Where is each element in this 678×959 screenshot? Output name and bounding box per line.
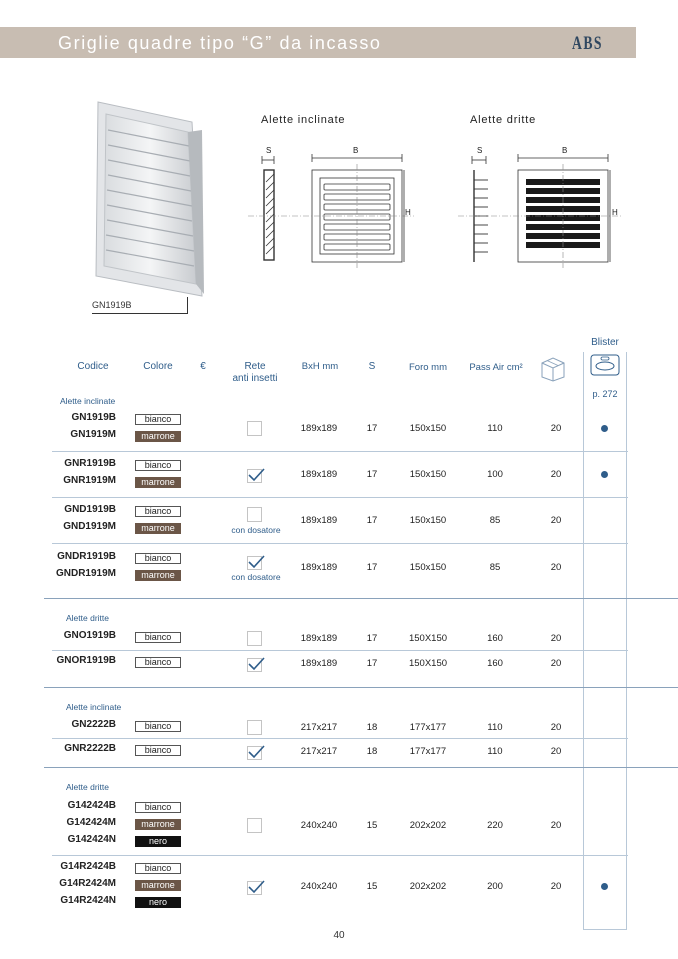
diagram-title-dritte: Alette dritte — [470, 114, 537, 126]
color-badge-bianco: bianco — [135, 721, 181, 732]
value-foro: 177x177 — [409, 745, 447, 757]
header-rete: Rete anti insetti — [232, 361, 278, 384]
box-quantity-icon — [538, 354, 568, 382]
value-s: 17 — [366, 562, 378, 573]
product-code: GNDR1919M — [55, 568, 116, 579]
value-qty: 20 — [550, 721, 562, 733]
value-qty: 20 — [550, 880, 562, 892]
product-code: GNDR1919B — [57, 551, 116, 562]
value-qty: 20 — [550, 562, 562, 573]
dim-s-label: S — [477, 146, 483, 155]
header-pass-air: Pass Air cm² — [469, 362, 523, 373]
product-code: GNR2222B — [64, 743, 116, 754]
dim-b-label: B — [562, 146, 568, 155]
diagram-inclinate — [246, 152, 416, 272]
value-pass: 160 — [487, 657, 503, 669]
diagram-title-inclinate: Alette inclinate — [261, 114, 346, 126]
value-bxh: 217x217 — [300, 721, 338, 733]
value-pass: 110 — [487, 721, 503, 733]
value-s: 17 — [366, 423, 378, 434]
insect-net-unchecked — [247, 507, 262, 522]
color-badge-marrone: marrone — [135, 570, 181, 581]
color-badge-nero: nero — [135, 836, 181, 847]
value-foro: 150x150 — [409, 423, 447, 434]
value-pass: 160 — [487, 632, 503, 644]
grille-product-image — [92, 100, 204, 300]
color-badge-bianco: bianco — [135, 745, 181, 756]
product-code: GN1919B — [71, 412, 116, 423]
value-qty: 20 — [550, 632, 562, 644]
product-code: GNR1919B — [64, 458, 116, 469]
section-label: Alette dritte — [66, 613, 109, 623]
blister-available-dot — [601, 471, 608, 478]
color-badge-marrone: marrone — [135, 523, 181, 534]
caption-tick — [187, 297, 188, 314]
insect-net-checked — [247, 554, 262, 569]
color-badge-bianco: bianco — [135, 632, 181, 643]
dim-h-label: H — [405, 208, 411, 217]
color-badge-bianco: bianco — [135, 460, 181, 471]
color-badge-marrone: marrone — [135, 880, 181, 891]
value-qty: 20 — [550, 657, 562, 669]
product-code: GNO1919B — [63, 630, 116, 641]
section-label: Alette inclinate — [66, 702, 122, 712]
value-qty: 20 — [550, 745, 562, 757]
value-bxh: 189x189 — [300, 423, 338, 434]
product-code: G142424M — [66, 817, 116, 828]
value-bxh: 217x217 — [300, 745, 338, 757]
value-s: 15 — [366, 880, 378, 892]
value-pass: 110 — [487, 423, 503, 434]
product-code: G14R2424N — [60, 895, 116, 906]
section-label: Alette dritte — [66, 782, 109, 792]
color-badge-bianco: bianco — [135, 657, 181, 668]
product-code: GNR1919M — [63, 475, 116, 486]
value-s: 18 — [366, 721, 378, 733]
value-bxh: 189x189 — [300, 515, 338, 526]
value-foro: 202x202 — [409, 819, 447, 831]
value-bxh: 189x189 — [300, 657, 338, 669]
value-foro: 177x177 — [409, 721, 447, 733]
insect-net-checked — [247, 656, 262, 671]
dosatore-note: con dosatore — [231, 525, 281, 535]
value-qty: 20 — [550, 469, 562, 480]
row-divider — [52, 497, 628, 498]
product-code: G14R2424M — [59, 878, 116, 889]
value-pass: 200 — [487, 880, 503, 892]
value-foro: 150X150 — [408, 632, 448, 644]
value-pass: 100 — [487, 469, 503, 480]
value-foro: 150x150 — [409, 515, 447, 526]
header-euro: € — [200, 361, 206, 372]
color-badge-bianco: bianco — [135, 863, 181, 874]
value-qty: 20 — [550, 819, 562, 831]
checkmark-icon — [247, 554, 265, 570]
insect-net-checked — [247, 744, 262, 759]
value-bxh: 189x189 — [300, 469, 338, 480]
color-badge-bianco: bianco — [135, 553, 181, 564]
dosatore-note: con dosatore — [231, 572, 281, 582]
product-image-caption: GN1919B — [92, 300, 132, 310]
value-bxh: 189x189 — [300, 562, 338, 573]
insect-net-unchecked — [247, 720, 262, 735]
blister-available-dot — [601, 883, 608, 890]
value-s: 15 — [366, 819, 378, 831]
row-divider — [52, 738, 628, 739]
value-s: 17 — [366, 632, 378, 644]
header-blister: Blister — [591, 337, 619, 348]
section-divider — [44, 687, 678, 688]
blister-page-ref: p. 272 — [592, 389, 618, 399]
value-s: 17 — [366, 469, 378, 480]
value-pass: 110 — [487, 745, 503, 757]
value-qty: 20 — [550, 423, 562, 434]
product-code: GND1919M — [63, 521, 116, 532]
value-bxh: 240x240 — [300, 880, 338, 892]
color-badge-bianco: bianco — [135, 802, 181, 813]
page-number: 40 — [333, 930, 345, 941]
value-foro: 202x202 — [409, 880, 447, 892]
product-code: G14R2424B — [60, 861, 116, 872]
checkmark-icon — [247, 879, 265, 895]
color-badge-bianco: bianco — [135, 506, 181, 517]
blister-available-dot — [601, 425, 608, 432]
row-divider — [52, 543, 628, 544]
insect-net-unchecked — [247, 421, 262, 436]
insect-net-unchecked — [247, 631, 262, 646]
value-s: 17 — [366, 657, 378, 669]
dim-b-label: B — [353, 146, 359, 155]
header-bxh: BxH mm — [301, 361, 339, 372]
product-code: G142424N — [67, 834, 116, 845]
value-foro: 150x150 — [409, 469, 447, 480]
value-bxh: 240x240 — [300, 819, 338, 831]
product-code: GN1919M — [70, 429, 116, 440]
diagram-dritte — [456, 152, 624, 272]
product-code: GN2222B — [71, 719, 116, 730]
color-badge-bianco: bianco — [135, 414, 181, 425]
insect-net-checked — [247, 467, 262, 482]
color-badge-marrone: marrone — [135, 431, 181, 442]
checkmark-icon — [247, 744, 265, 760]
value-foro: 150X150 — [408, 657, 448, 669]
row-divider — [52, 855, 628, 856]
product-code: GND1919B — [64, 504, 116, 515]
page-title: Griglie quadre tipo “G” da incasso — [58, 33, 382, 53]
header-codice: Codice — [77, 361, 109, 372]
header-foro: Foro mm — [409, 362, 447, 373]
value-s: 17 — [366, 515, 378, 526]
header-s: S — [368, 361, 376, 372]
value-pass: 85 — [489, 562, 501, 573]
color-badge-marrone: marrone — [135, 477, 181, 488]
product-code: G142424B — [67, 800, 116, 811]
value-pass: 220 — [487, 819, 503, 831]
value-foro: 150x150 — [409, 562, 447, 573]
insect-net-checked — [247, 879, 262, 894]
value-s: 18 — [366, 745, 378, 757]
dim-h-label: H — [612, 208, 618, 217]
row-divider — [52, 451, 628, 452]
row-divider — [52, 650, 628, 651]
checkmark-icon — [247, 656, 265, 672]
value-qty: 20 — [550, 515, 562, 526]
section-label: Alette inclinate — [60, 396, 116, 406]
value-pass: 85 — [489, 515, 501, 526]
checkmark-icon — [247, 467, 265, 483]
color-badge-nero: nero — [135, 897, 181, 908]
caption-line — [92, 313, 188, 314]
color-badge-marrone: marrone — [135, 819, 181, 830]
product-code: GNOR1919B — [56, 655, 116, 666]
section-divider — [44, 767, 678, 768]
insect-net-unchecked — [247, 818, 262, 833]
section-divider — [44, 598, 678, 599]
blister-column — [583, 352, 627, 930]
header-colore: Colore — [143, 361, 173, 372]
material-label: ABS — [572, 33, 603, 54]
value-bxh: 189x189 — [300, 632, 338, 644]
dim-s-label: S — [266, 146, 272, 155]
blister-pack-icon — [590, 354, 620, 376]
